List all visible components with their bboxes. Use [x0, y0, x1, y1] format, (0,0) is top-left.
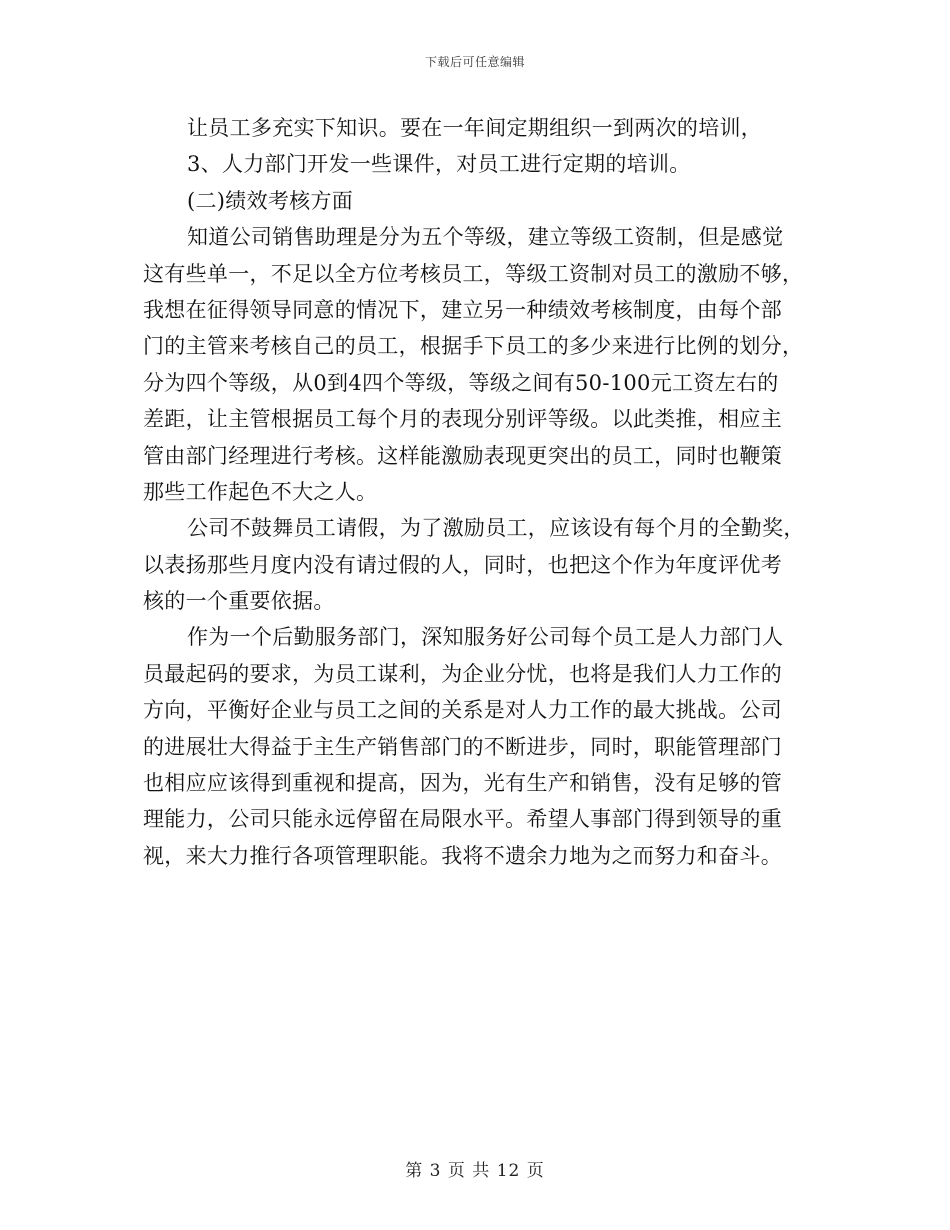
text-line: 作为一个后勤服务部门，深知服务好公司每个员工是人力部门人 [187, 625, 784, 650]
text-line: 视，来大力推行各项管理职能。我将不遗余力地为之而努力和奋斗。 [143, 843, 782, 868]
text-line: 也相应应该得到重视和提高，因为，光有生产和销售，没有足够的管 [143, 771, 782, 796]
text-line: 员最起码的要求，为员工谋利，为企业分忧，也将是我们人力工作的 [143, 661, 782, 686]
text-line: 那些工作起色不大之人。 [143, 479, 378, 504]
text-line: 门的主管来考核自己的员工，根据手下员工的多少来进行比例的划分， [143, 334, 804, 359]
document-body [143, 110, 811, 874]
text-line: 的进展壮大得益于主生产销售部门的不断进步，同时，职能管理部门 [143, 734, 782, 759]
text-line: 差距，让主管根据员工每个月的表现分别评等级。以此类推，相应主 [143, 407, 782, 432]
text-line: 知道公司销售助理是分为五个等级，建立等级工资制，但是感觉 [187, 225, 784, 250]
text-line: 方向，平衡好企业与员工之间的关系是对人力工作的最大挑战。公司 [143, 698, 782, 723]
page-number: 第 3 页 共 12 页 [405, 1161, 545, 1181]
text-line: 公司不鼓舞员工请假，为了激励员工，应该设有每个月的全勤奖， [187, 516, 805, 541]
text-line: 3、人力部门开发一些课件，对员工进行定期的培训。 [187, 152, 691, 177]
text-line: 分为四个等级，从0到4四个等级，等级之间有50-100元工资左右的 [143, 370, 779, 395]
text-line: 我想在征得领导同意的情况下，建立另一种绩效考核制度，由每个部 [143, 297, 782, 322]
text-line: 管由部门经理进行考核。这样能激励表现更突出的员工，同时也鞭策 [143, 443, 782, 468]
text-line: 这有些单一，不足以全方位考核员工，等级工资制对员工的激励不够， [143, 261, 804, 286]
text-line: 理能力，公司只能永远停留在局限水平。希望人事部门得到领导的重 [143, 807, 782, 832]
header-note: 下载后可任意编辑 [424, 55, 525, 69]
text-line: 以表扬那些月度内没有请过假的人，同时，也把这个作为年度评优考 [143, 552, 782, 577]
text-line: 让员工多充实下知识。要在一年间定期组织一到两次的培训， [187, 116, 763, 140]
section-heading: (二)绩效考核方面 [187, 188, 354, 213]
text-line: 核的一个重要依据。 [143, 589, 335, 614]
